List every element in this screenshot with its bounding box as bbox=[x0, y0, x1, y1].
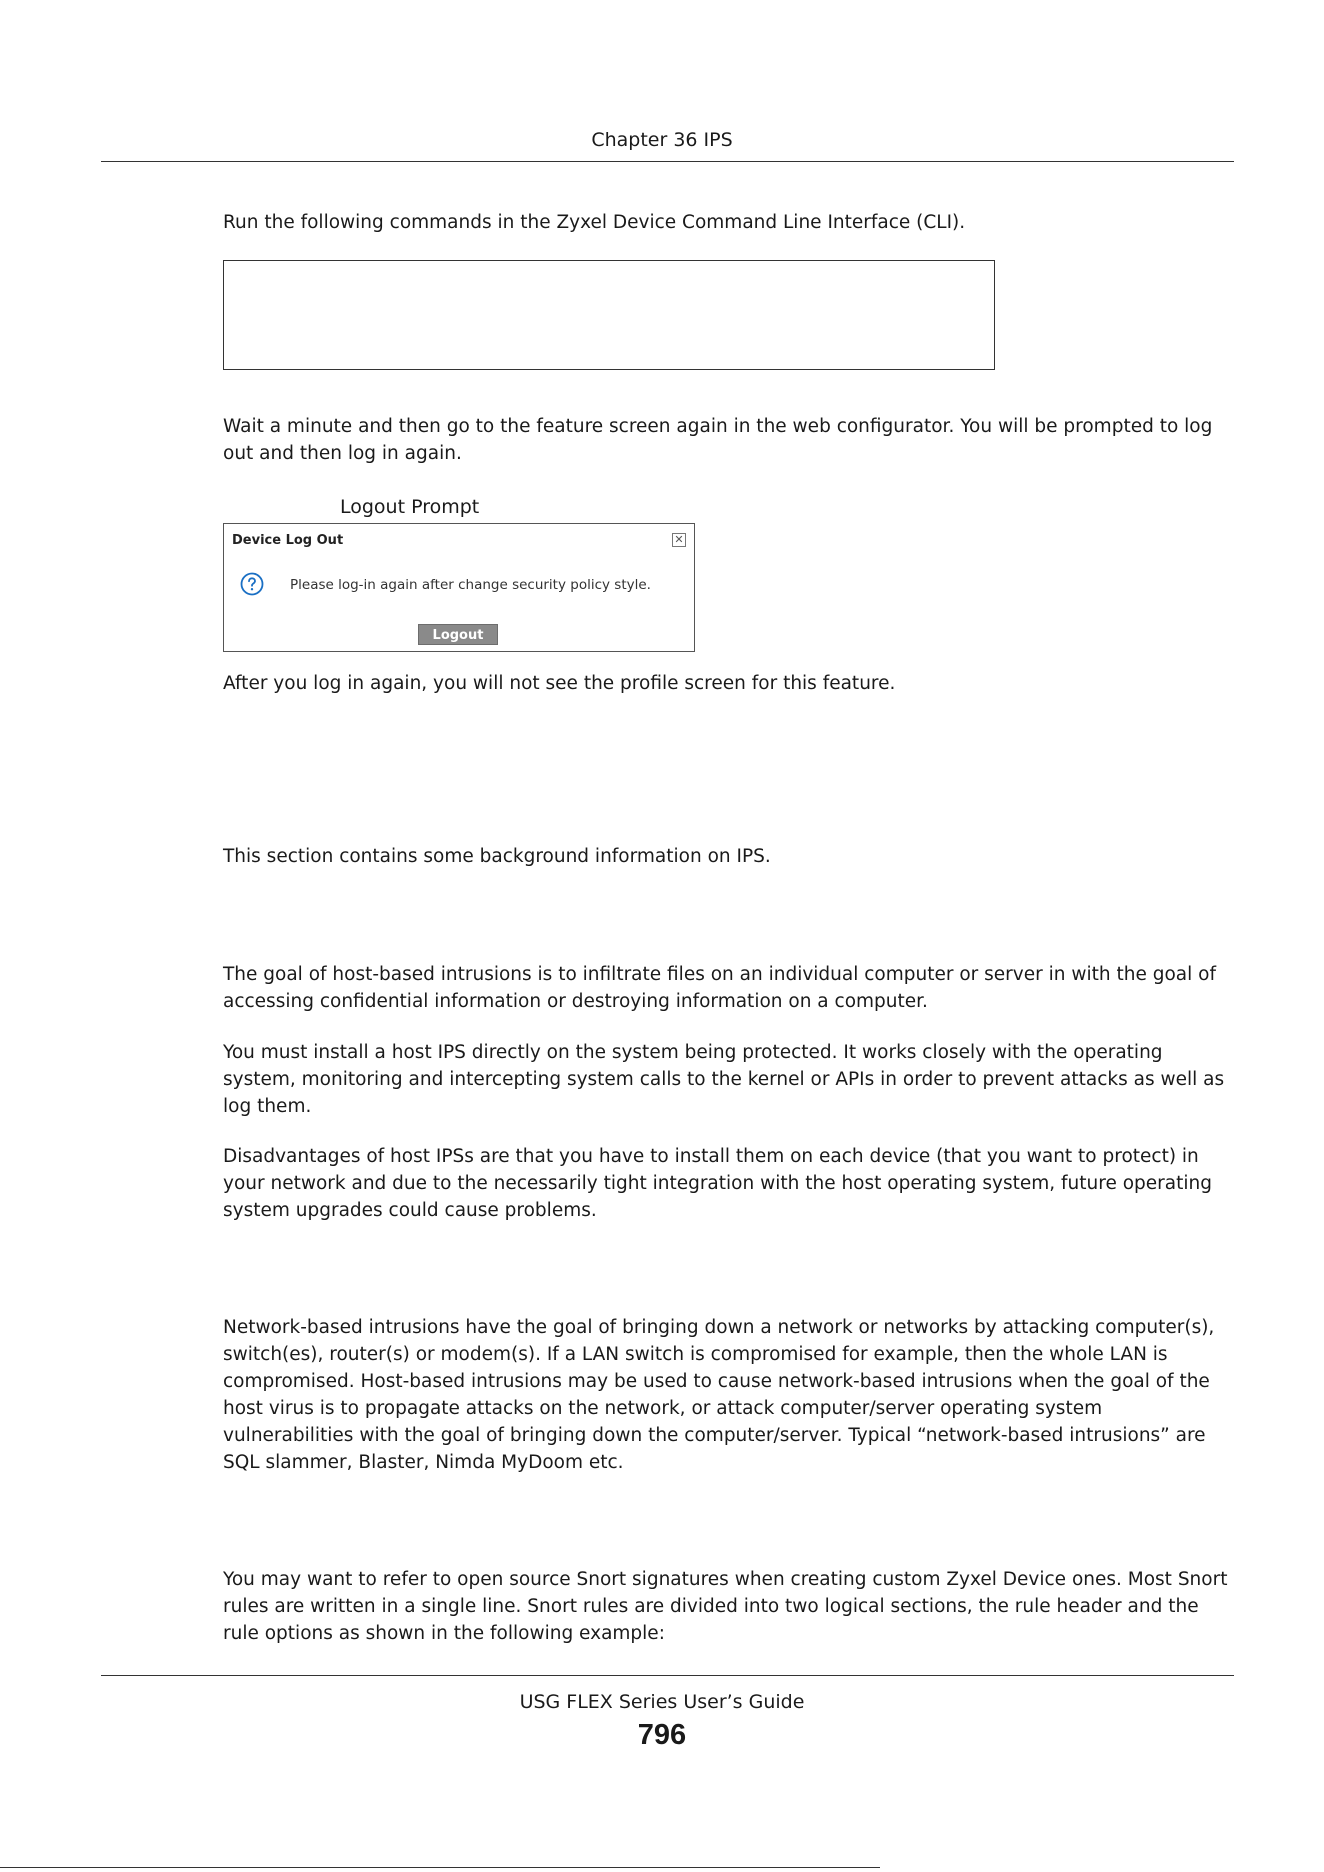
snort-paragraph: You may want to refer to open source Snort signatures when creating custom Zyxel Device ones. Most Snort rules are written in a single line. Snort rules are divided into two logical sections, the rule header and the rule options as shown in the following example: bbox=[223, 1569, 1228, 1644]
dialog-title: Device Log Out bbox=[232, 533, 344, 548]
figure-caption: Logout Prompt bbox=[340, 496, 480, 518]
bottom-edge-line bbox=[0, 1867, 880, 1868]
host-install-paragraph: You must install a host IPS directly on the system being protected. It works closely with the operating system, monitoring and intercepting system calls to the kernel or APIs in order to prevent attacks as well as log them. bbox=[223, 1042, 1225, 1117]
chapter-header: Chapter 36 IPS bbox=[591, 129, 733, 151]
network-based-paragraph: Network-based intrusions have the goal of bringing down a network or networks by attacking computer(s), switch(es), router(s) or modem(s). If a LAN switch is compromised for example, then the whole LAN is compromised. Host-based intrusions may be used to cause network-based intrusions when the goal of the host virus is to propagate attacks on the network, or attack computer/server operating system vulnerabilities with the goal of bringing down the computer/server. Typical “network-based intrusions” are SQL slammer, Blaster, Nimda MyDoom etc. bbox=[223, 1317, 1215, 1473]
question-circle-icon bbox=[240, 572, 264, 596]
wait-paragraph: Wait a minute and then go to the feature screen again in the web configurator. You will be prompted to log out and then log in again. bbox=[223, 416, 1213, 464]
logout-button[interactable]: Logout bbox=[418, 624, 498, 645]
section-intro-paragraph: This section contains some background information on IPS. bbox=[223, 846, 771, 867]
header-rule bbox=[101, 161, 1234, 162]
cli-command-box bbox=[223, 260, 995, 370]
footer-rule bbox=[101, 1675, 1234, 1676]
host-goal-paragraph: The goal of host-based intrusions is to infiltrate files on an individual computer or server in with the goal of accessing confidential information or destroying information on a computer. bbox=[223, 964, 1216, 1012]
logout-dialog bbox=[223, 523, 695, 652]
run-commands-paragraph: Run the following commands in the Zyxel Device Command Line Interface (CLI). bbox=[223, 212, 966, 233]
close-icon[interactable]: ✕ bbox=[672, 533, 686, 547]
after-login-paragraph: After you log in again, you will not see the profile screen for this feature. bbox=[223, 673, 896, 694]
host-disadvantages-paragraph: Disadvantages of host IPSs are that you have to install them on each device (that you want to protect) in your network and due to the necessarily tight integration with the host operating system, future operating system upgrades could cause problems. bbox=[223, 1146, 1212, 1221]
page-number: 796 bbox=[637, 1719, 687, 1751]
footer-guide-title: USG FLEX Series User’s Guide bbox=[519, 1691, 805, 1713]
dialog-message: Please log-in again after change security policy style. bbox=[290, 577, 651, 593]
